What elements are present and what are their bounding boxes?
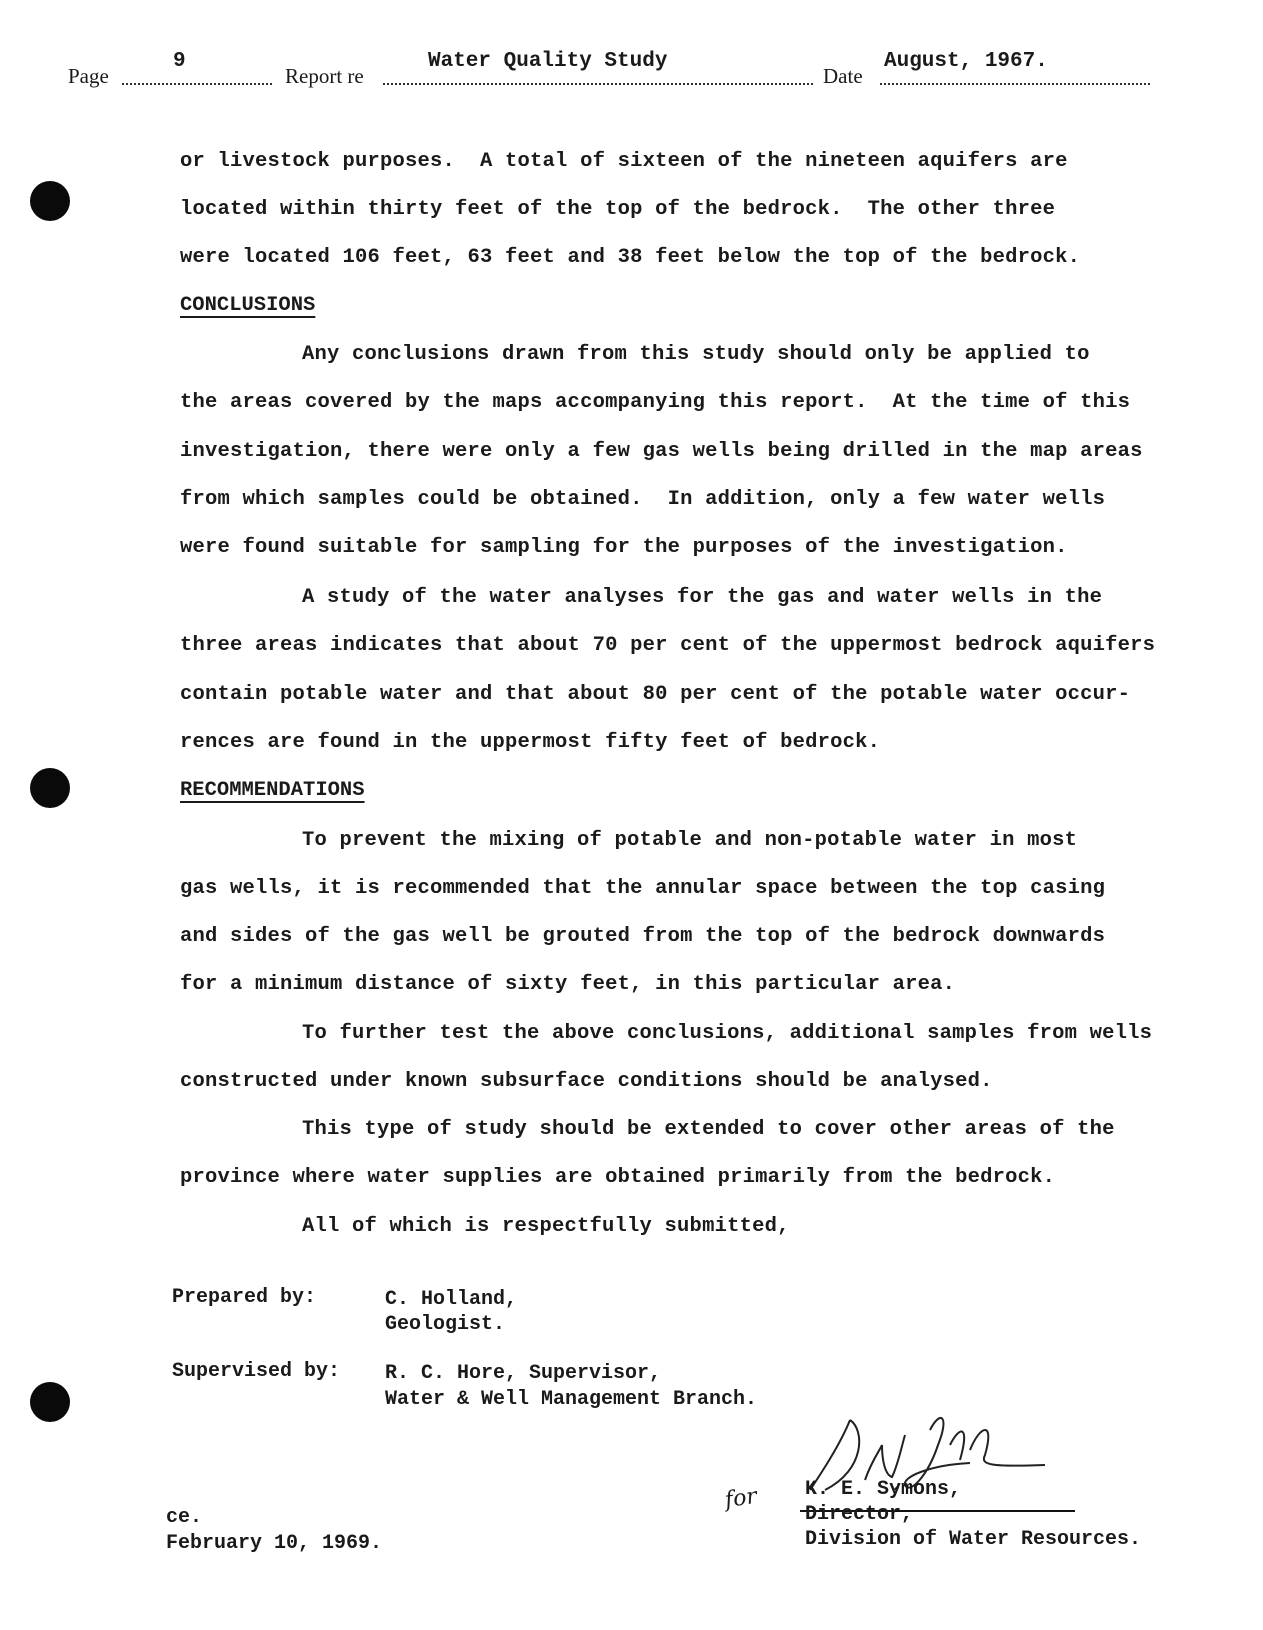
- punch-hole-top: [30, 181, 70, 221]
- supervised-name: R. C. Hore, Supervisor,: [385, 1362, 662, 1385]
- prepared-name: C. Holland,: [385, 1288, 518, 1311]
- conclusions-heading: CONCLUSIONS: [180, 294, 316, 317]
- page-line: [122, 83, 272, 85]
- text-line: were found suitable for sampling for the purposes of the investigation.: [180, 536, 1068, 559]
- page-label: Page: [68, 64, 109, 88]
- text-line: To further test the above conclusions, additional samples from wells: [302, 1022, 1153, 1045]
- director-division: Division of Water Resources.: [805, 1528, 1142, 1551]
- punch-hole-middle: [30, 768, 70, 808]
- text-line: Any conclusions drawn from this study should only be applied to: [302, 343, 1090, 366]
- report-line: [383, 83, 813, 85]
- recommendations-heading: RECOMMENDATIONS: [180, 779, 365, 802]
- text-line: rences are found in the uppermost fifty feet of bedrock.: [180, 731, 881, 754]
- page-header: [68, 50, 1198, 90]
- date-line: [880, 83, 1150, 85]
- cc-note: ce.: [166, 1506, 203, 1529]
- text-line: for a minimum distance of sixty feet, in this particular area.: [180, 973, 956, 996]
- page-number: 9: [173, 50, 186, 73]
- text-line: contain potable water and that about 80 per cent of the potable water occur-: [180, 683, 1131, 706]
- for-note: for: [723, 1483, 759, 1514]
- text-line: gas wells, it is recommended that the annular space between the top casing: [180, 877, 1106, 900]
- text-line: This type of study should be extended to cover other areas of the: [302, 1118, 1115, 1141]
- date-label: Date: [823, 64, 863, 88]
- text-line: and sides of the gas well be grouted from the top of the bedrock downwards: [180, 925, 1106, 948]
- text-line: To prevent the mixing of potable and non-potable water in most: [302, 829, 1078, 852]
- supervised-title: Water & Well Management Branch.: [385, 1388, 758, 1411]
- closing-line: All of which is respectfully submitted,: [302, 1215, 790, 1238]
- text-line: were located 106 feet, 63 feet and 38 feet below the top of the bedrock.: [180, 246, 1081, 269]
- text-line: the areas covered by the maps accompanying this report. At the time of this: [180, 391, 1131, 414]
- footer-date: February 10, 1969.: [166, 1532, 383, 1555]
- punch-hole-bottom: [30, 1382, 70, 1422]
- text-line: A study of the water analyses for the gas and water wells in the: [302, 586, 1103, 609]
- prepared-title: Geologist.: [385, 1313, 506, 1336]
- report-label: Report re: [285, 64, 364, 88]
- director-title: Director,: [805, 1503, 914, 1526]
- prepared-label: Prepared by:: [172, 1286, 317, 1309]
- text-line: or livestock purposes. A total of sixteen of the nineteen aquifers are: [180, 150, 1068, 173]
- text-line: from which samples could be obtained. In addition, only a few water wells: [180, 488, 1106, 511]
- text-line: province where water supplies are obtained primarily from the bedrock.: [180, 1166, 1056, 1189]
- text-line: investigation, there were only a few gas wells being drilled in the map areas: [180, 440, 1143, 463]
- supervised-label: Supervised by:: [172, 1360, 341, 1383]
- text-line: three areas indicates that about 70 per cent of the uppermost bedrock aquifers: [180, 634, 1156, 657]
- text-line: constructed under known subsurface conditions should be analysed.: [180, 1070, 993, 1093]
- director-name: K. E. Symons,: [805, 1478, 962, 1501]
- text-line: located within thirty feet of the top of the bedrock. The other three: [180, 198, 1056, 221]
- report-title: Water Quality Study: [428, 50, 668, 73]
- report-date: August, 1967.: [884, 50, 1048, 73]
